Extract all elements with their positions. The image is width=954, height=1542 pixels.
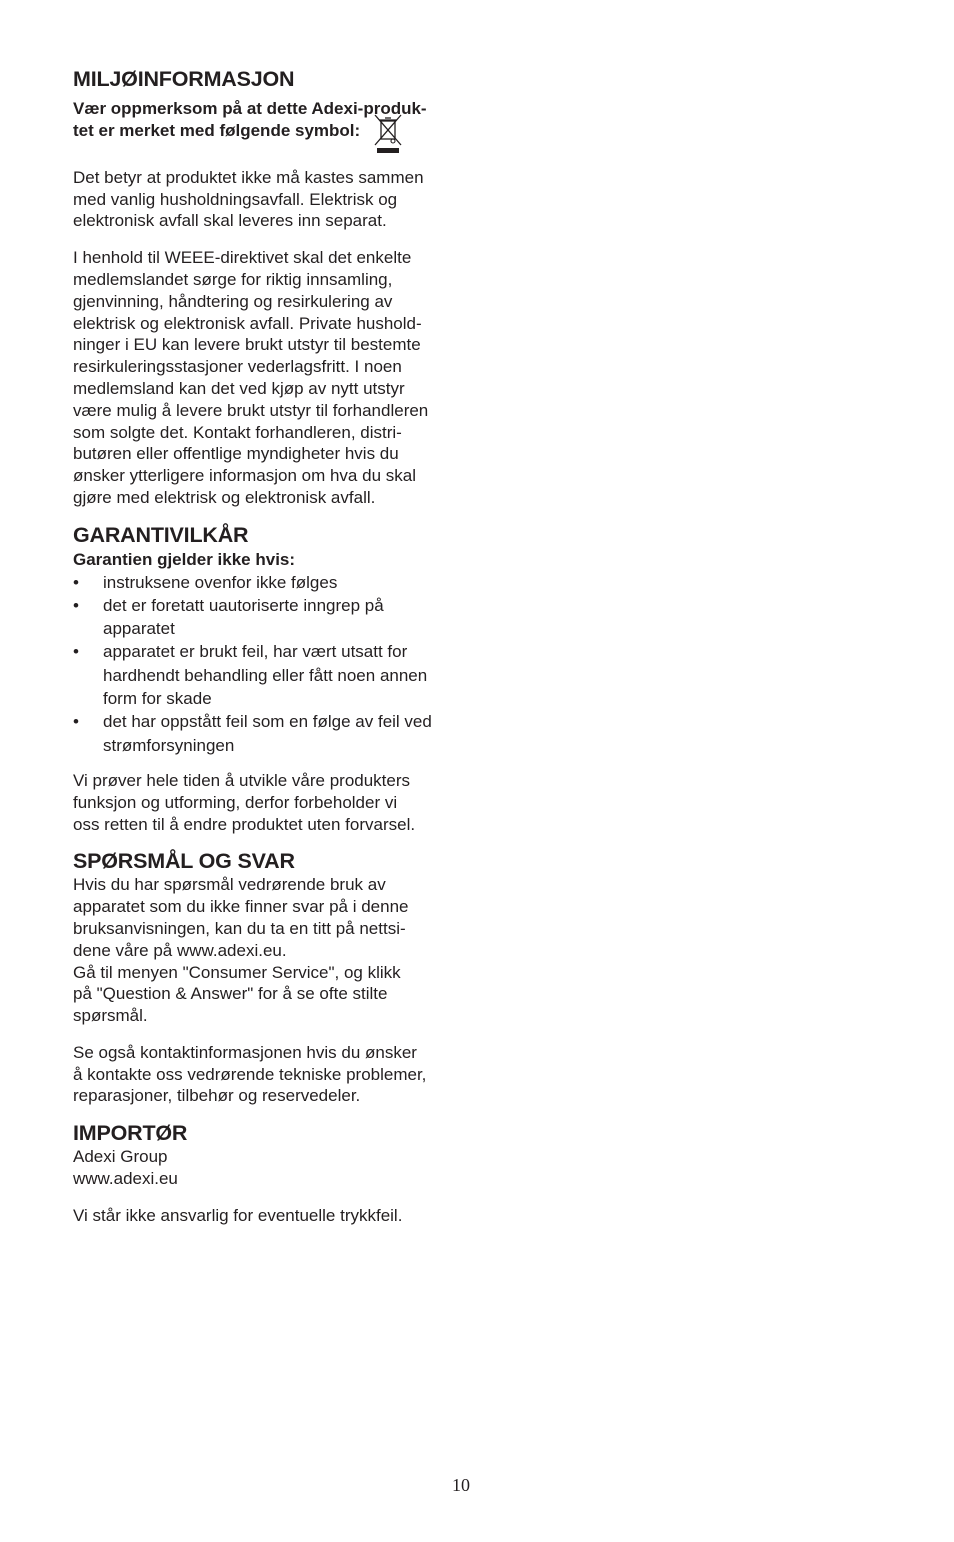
bullet-marker: • xyxy=(73,712,79,732)
text-line: gjøre med elektrisk og elektronisk avfall. xyxy=(73,487,376,507)
text-line: spørsmål. xyxy=(73,1006,148,1026)
warranty-subheading: Garantien gjelder ikke hvis: xyxy=(73,549,296,569)
list-item-line: strømforsyningen xyxy=(103,735,235,755)
text-line: medlemslandet sørge for riktig innsamling, xyxy=(73,269,393,289)
faq-paragraph-2 xyxy=(73,1042,463,1107)
text-line: medlemsland kan det ved kjøp av nytt utstyr xyxy=(73,378,405,398)
text-line: som solgte det. Kontakt forhandleren, distri- xyxy=(73,422,402,442)
text-line: dene våre på www.adexi.eu. xyxy=(73,940,287,960)
list-item xyxy=(73,594,463,641)
page-number: 10 xyxy=(452,1475,470,1495)
text-line: I henhold til WEEE-direktivet skal det enkelte xyxy=(73,248,412,268)
text-line: Vi prøver hele tiden å utvikle våre produkters xyxy=(73,770,411,790)
text-line: reparasjoner, tilbehør og reservedeler. xyxy=(73,1086,361,1106)
list-item-line: instruksene ovenfor ikke følges xyxy=(103,572,338,592)
section-heading-warranty: GARANTIVILKÅR xyxy=(73,522,249,547)
list-item-line: form for skade xyxy=(103,689,212,709)
environment-intro xyxy=(73,98,463,153)
print-error-disclaimer: Vi står ikke ansvarlig for eventuelle trykkfeil. xyxy=(73,1205,403,1225)
text-line: være mulig å levere brukt utstyr til forhandleren xyxy=(73,400,429,420)
text-line: elektronisk avfall skal leveres inn separat. xyxy=(73,211,387,231)
list-item-line: det har oppstått feil som en følge av feil ved xyxy=(103,712,432,732)
environment-paragraph-2 xyxy=(73,247,463,509)
list-item-line: apparatet er brukt feil, har vært utsatt for xyxy=(103,642,408,662)
text-line: Det betyr at produktet ikke må kastes sammen xyxy=(73,167,424,187)
text-line: funksjon og utforming, derfor forbeholder vi xyxy=(73,792,398,812)
warranty-bullet-list xyxy=(73,571,463,757)
text-line: på "Question & Answer" for å se ofte stilte xyxy=(73,984,388,1004)
text-line: ninger i EU kan levere brukt utstyr til bestemte xyxy=(73,335,421,355)
bullet-marker: • xyxy=(73,642,79,662)
text-line: Hvis du har spørsmål vedrørende bruk av xyxy=(73,875,386,895)
text-line: med vanlig husholdningsavfall. Elektrisk og xyxy=(73,189,398,209)
text-line: gjenvinning, håndtering og resirkulering av xyxy=(73,291,393,311)
section-heading-importer: IMPORTØR xyxy=(73,1121,188,1146)
section-heading-environment: MILJØINFORMASJON xyxy=(73,67,295,91)
list-item-line: hardhendt behandling eller fått noen annen xyxy=(103,665,428,685)
intro-line-text: tet er merket med følgende symbol: xyxy=(73,120,361,140)
importer-name: Adexi Group xyxy=(73,1147,168,1167)
text-line: å kontakte oss vedrørende tekniske problemer, xyxy=(73,1064,427,1084)
list-item xyxy=(73,640,463,710)
text-line: apparatet som du ikke finner svar på i denne xyxy=(73,897,409,917)
text-line: butøren eller offentlige myndigheter hvis du xyxy=(73,444,399,464)
intro-line xyxy=(73,120,463,153)
faq-paragraph-1 xyxy=(73,874,463,1027)
text-line: oss retten til å endre produktet uten forvarsel. xyxy=(73,814,416,834)
section-heading-faq: SPØRSMÅL OG SVAR xyxy=(73,849,295,874)
crossed-out-wheelie-bin-icon xyxy=(372,113,404,153)
text-line: bruksanvisningen, kan du ta en titt på nettsi- xyxy=(73,918,406,938)
list-item-line: det er foretatt uautoriserte inngrep på xyxy=(103,595,384,615)
list-item-line: apparatet xyxy=(103,619,175,639)
bullet-marker: • xyxy=(73,572,79,592)
list-item xyxy=(73,571,463,594)
importer-website: www.adexi.eu xyxy=(73,1169,178,1189)
bullet-marker: • xyxy=(73,595,79,615)
list-item xyxy=(73,710,463,757)
importer-details xyxy=(73,1146,463,1190)
intro-line: Vær oppmerksom på at dette Adexi-produk- xyxy=(73,99,427,118)
text-line: ønsker ytterligere informasjon om hva du skal xyxy=(73,466,416,486)
text-line: Se også kontaktinformasjonen hvis du ønsker xyxy=(73,1042,417,1062)
text-line: resirkuleringsstasjoner vederlagsfritt. I noen xyxy=(73,357,402,377)
page-content xyxy=(73,66,463,1227)
environment-paragraph-1 xyxy=(73,167,463,232)
text-line: elektrisk og elektronisk avfall. Private hushold- xyxy=(73,313,422,333)
warranty-paragraph xyxy=(73,770,463,835)
text-line: Gå til menyen "Consumer Service", og klikk xyxy=(73,962,401,982)
